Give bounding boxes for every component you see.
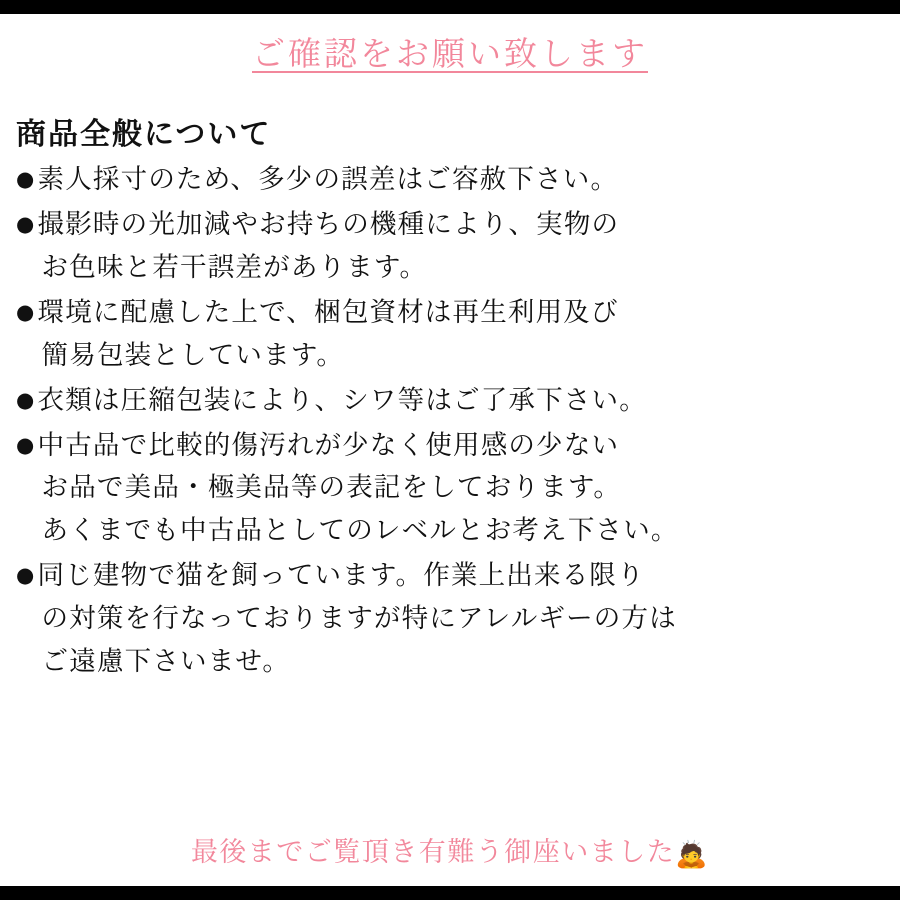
footer-note-text: 最後までご覧頂き有難う御座いました	[190, 837, 676, 868]
list-item	[16, 292, 886, 378]
section-heading: 商品全般について	[16, 117, 272, 152]
list-item-line: お品で美品・極美品等の表記をしております。	[41, 472, 622, 504]
list-item-line: あくまでも中古品としてのレベルとお考え下さい。	[41, 515, 679, 547]
list-item-text	[38, 555, 886, 684]
list-item-line: の対策を行なっておりますが特にアレルギーの方は	[41, 603, 677, 635]
bullet-icon: ●	[16, 167, 36, 191]
bullet-icon: ●	[16, 299, 36, 324]
bullet-icon: ●	[16, 387, 36, 412]
list-item-line: 簡易包装としています。	[41, 339, 345, 371]
page-title: ご確認をお願い致します	[252, 34, 648, 73]
list-item-text	[38, 204, 886, 290]
list-item-line: 衣類は圧縮包装により、シワ等はご了承下さい。	[37, 384, 647, 416]
list-item-line: ご遠慮下さいませ。	[41, 646, 291, 678]
list-item-line: 中古品で比較的傷汚れが少なく使用感の少ない	[37, 429, 620, 461]
list-item-line: 素人採寸のため、多少の誤差はご容赦下さい。	[37, 164, 619, 195]
list-item	[16, 380, 886, 423]
bowing-person-icon: 🙇	[675, 840, 710, 870]
list-item	[16, 159, 886, 202]
footer-note	[0, 830, 900, 870]
list-item	[16, 204, 886, 290]
list-item-line: 環境に配慮した上で、梱包資材は再生利用及び	[37, 296, 619, 328]
bullet-icon: ●	[16, 563, 36, 588]
notice-list	[0, 159, 900, 826]
list-item-line: 撮影時の光加減やお持ちの機種により、実物の	[37, 208, 620, 240]
list-item	[16, 555, 886, 684]
list-item-text	[38, 159, 886, 202]
list-item-line: 同じ建物で猫を飼っています。作業上出来る限り	[37, 560, 645, 592]
list-item-text	[38, 425, 886, 554]
list-item	[16, 425, 886, 554]
bullet-icon: ●	[16, 211, 36, 236]
list-item-text	[38, 292, 886, 378]
list-item-text	[38, 380, 886, 423]
bullet-icon: ●	[16, 432, 36, 457]
list-item-line: お色味と若干誤差があります。	[41, 251, 428, 283]
